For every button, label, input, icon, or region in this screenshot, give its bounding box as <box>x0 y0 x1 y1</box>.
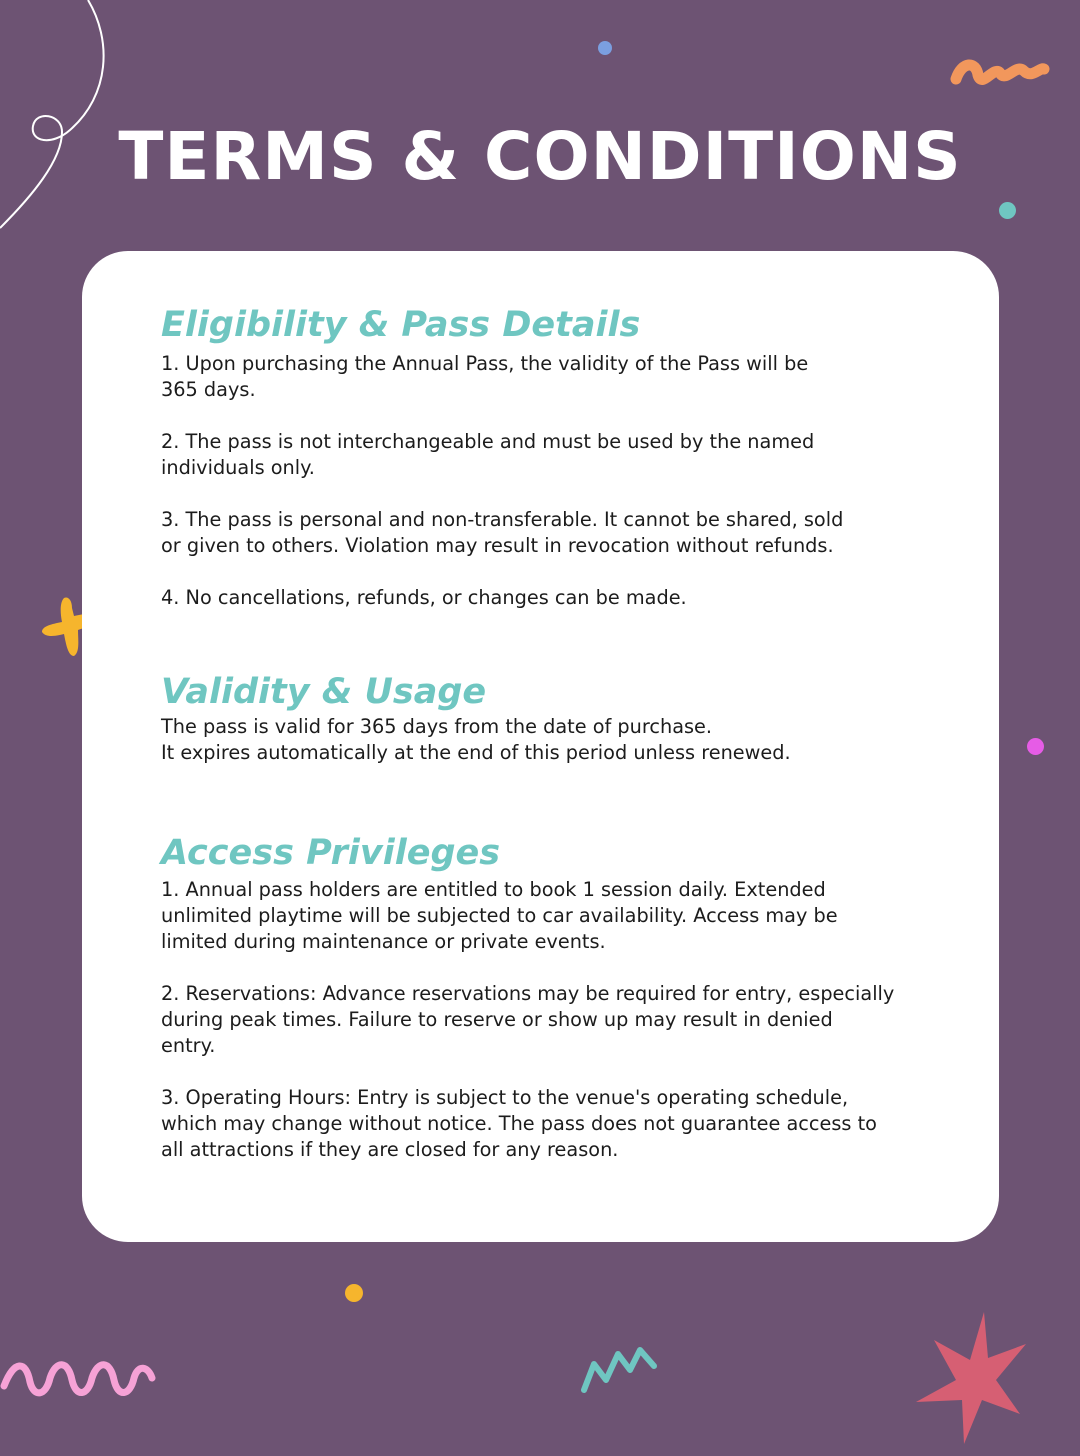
paragraph: 3. Operating Hours: Entry is subject to the venue's operating schedule, which may change without notice. The pass does not guarantee access to all attractions if they are closed for any reason. <box>161 1086 877 1161</box>
section-validity <box>161 670 961 766</box>
teal-dot-decoration <box>999 202 1016 219</box>
paragraph: 4. No cancellations, refunds, or changes can be made. <box>161 586 687 609</box>
pink-squiggle-decoration <box>0 1356 160 1402</box>
paragraph: 1. Annual pass holders are entitled to book 1 session daily. Extended unlimited playtime will be subjected to car availability. Access may be limited during maintenance or private events. <box>161 878 838 953</box>
section-eligibility <box>161 303 961 611</box>
terms-card <box>82 251 999 1242</box>
section-access-privileges <box>161 831 961 1163</box>
section-heading: Access Privileges <box>161 833 501 873</box>
paragraph: The pass is valid for 365 days from the date of purchase. It expires automatically at the end of this period unless renewed. <box>161 715 791 764</box>
section-heading: Validity & Usage <box>161 672 487 712</box>
paragraph: 2. The pass is not interchangeable and must be used by the named individuals only. <box>161 430 815 479</box>
orange-dot-decoration <box>345 1284 363 1302</box>
red-burst-star-decoration <box>912 1310 1030 1446</box>
paragraph: 3. The pass is personal and non-transferable. It cannot be shared, sold or given to others. Violation may result in revocation without refunds. <box>161 508 844 557</box>
paragraph: 1. Upon purchasing the Annual Pass, the validity of the Pass will be 365 days. <box>161 352 809 401</box>
magenta-dot-decoration <box>1027 738 1044 755</box>
paragraph: 2. Reservations: Advance reservations may be required for entry, especially during peak times. Failure to reserve or show up may result in denied entry. <box>161 982 895 1057</box>
blue-dot-decoration <box>598 41 612 55</box>
teal-zigzag-decoration <box>576 1340 660 1398</box>
page-title: TERMS & CONDITIONS <box>118 118 962 195</box>
orange-squiggle-decoration <box>948 55 1050 91</box>
section-heading: Eligibility & Pass Details <box>161 305 641 345</box>
